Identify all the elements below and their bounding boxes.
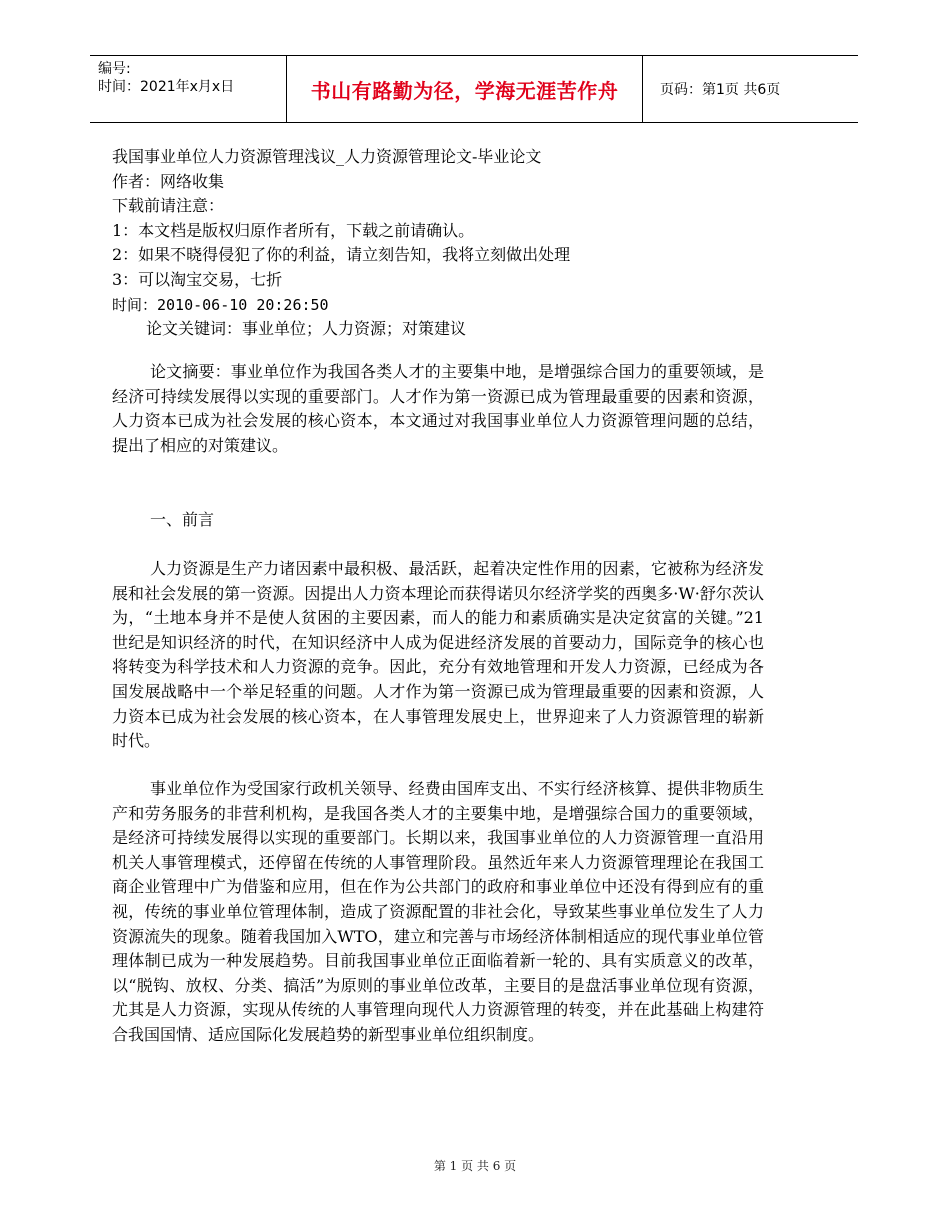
abstract-paragraph: 论文摘要：事业单位作为我国各类人才的主要集中地，是增强综合国力的重要领域，是经济可持续发展得以实现的重要部门。人才作为第一资源已成为管理最重要的因素和资源，人力资本已成为社会发展的核心资本，本文通过对我国事业单位人力资源管理问题的总结，提出了相应的对策建议。 [112,362,764,455]
header-motto: 书山有路勤为径，学海无涯苦作舟 [286,56,643,122]
header-meta [98,60,278,96]
header-page-info: 页码：第1页 共6页 [660,82,781,98]
page-footer: 第 1 页 共 6 页 [433,1159,517,1173]
section-heading-preface: 一、前言 [150,510,215,529]
page-header [90,55,858,123]
document-number-label: 编号: [98,61,131,77]
notice-item: 2：如果不晓得侵犯了你的利益，请立刻告知，我将立刻做出处理 [112,245,571,265]
document-author: 作者：网络收集 [112,171,225,191]
notice-heading: 下载前请注意： [112,196,225,216]
publish-time: 时间：2010-06-10 20:26:50 [112,295,329,314]
document-meta [112,145,832,342]
body-paragraph-2: 事业单位作为受国家行政机关领导、经费由国库支出、不实行经济核算、提供非物质生产和劳务服务的非营利机构，是我国各类人才的主要集中地，是增强综合国力的重要领域，是经济可持续发展得以实现的重要部门。长期以来，我国事业单位的人力资源管理一直沿用机关人事管理模式，还停留在传统的人事管理阶段。虽然近年来人力资源管理理论在我国工商企业管理中广为借鉴和应用，但在作为公共部门的政府和事业单位中还没有得到应有的重视，传统的事业单位管理体制，造成了资源配置的非社会化，导致某些事业单位发生了人力资源流失的现象。随着我国加入WTO，建立和完善与市场经济体制相适应的现代事业单位管理体制已成为一种发展趋势。目前我国事业单位正面临着新一轮的、具有实质意义的改革，以“脱钩、放权、分类、搞活”为原则的事业单位改革，主要目的是盘活事业单位现有资源，尤其是人力资源，实现从传统的人事管理向现代人力资源管理的转变，并在此基础上构建符合我国国情、适应国际化发展趋势的新型事业单位组织制度。 [112,779,764,1044]
keywords: 论文关键词：事业单位；人力资源；对策建议 [146,319,467,339]
notice-item: 3：可以淘宝交易，七折 [112,269,283,289]
notice-item: 1：本文档是版权归原作者所有，下载之前请确认。 [112,220,475,240]
body-paragraph-1: 人力资源是生产力诸因素中最积极、最活跃，起着决定性作用的因素，它被称为经济发展和社会发展的第一资源。因提出人力资本理论而获得诺贝尔经济学奖的西奥多·W·舒尔茨认为，“土地本身并不是使人贫困的主要因素，而人的能力和素质确实是决定贫富的关键。”21世纪是知识经济的时代，在知识经济中人成为促进经济发展的首要动力，国际竞争的核心也将转变为科学技术和人力资源的竞争。因此，充分有效地管理和开发人力资源，已经成为各国发展战略中一个举足轻重的问题。人才作为第一资源已成为管理最重要的因素和资源，人力资本已成为社会发展的核心资本，在人事管理发展史上，世界迎来了人力资源管理的崭新时代。 [112,559,764,751]
document-title: 我国事业单位人力资源管理浅议_人力资源管理论文-毕业论文 [112,147,542,166]
document-time-label: 时间：2021年x月x日 [98,79,235,95]
